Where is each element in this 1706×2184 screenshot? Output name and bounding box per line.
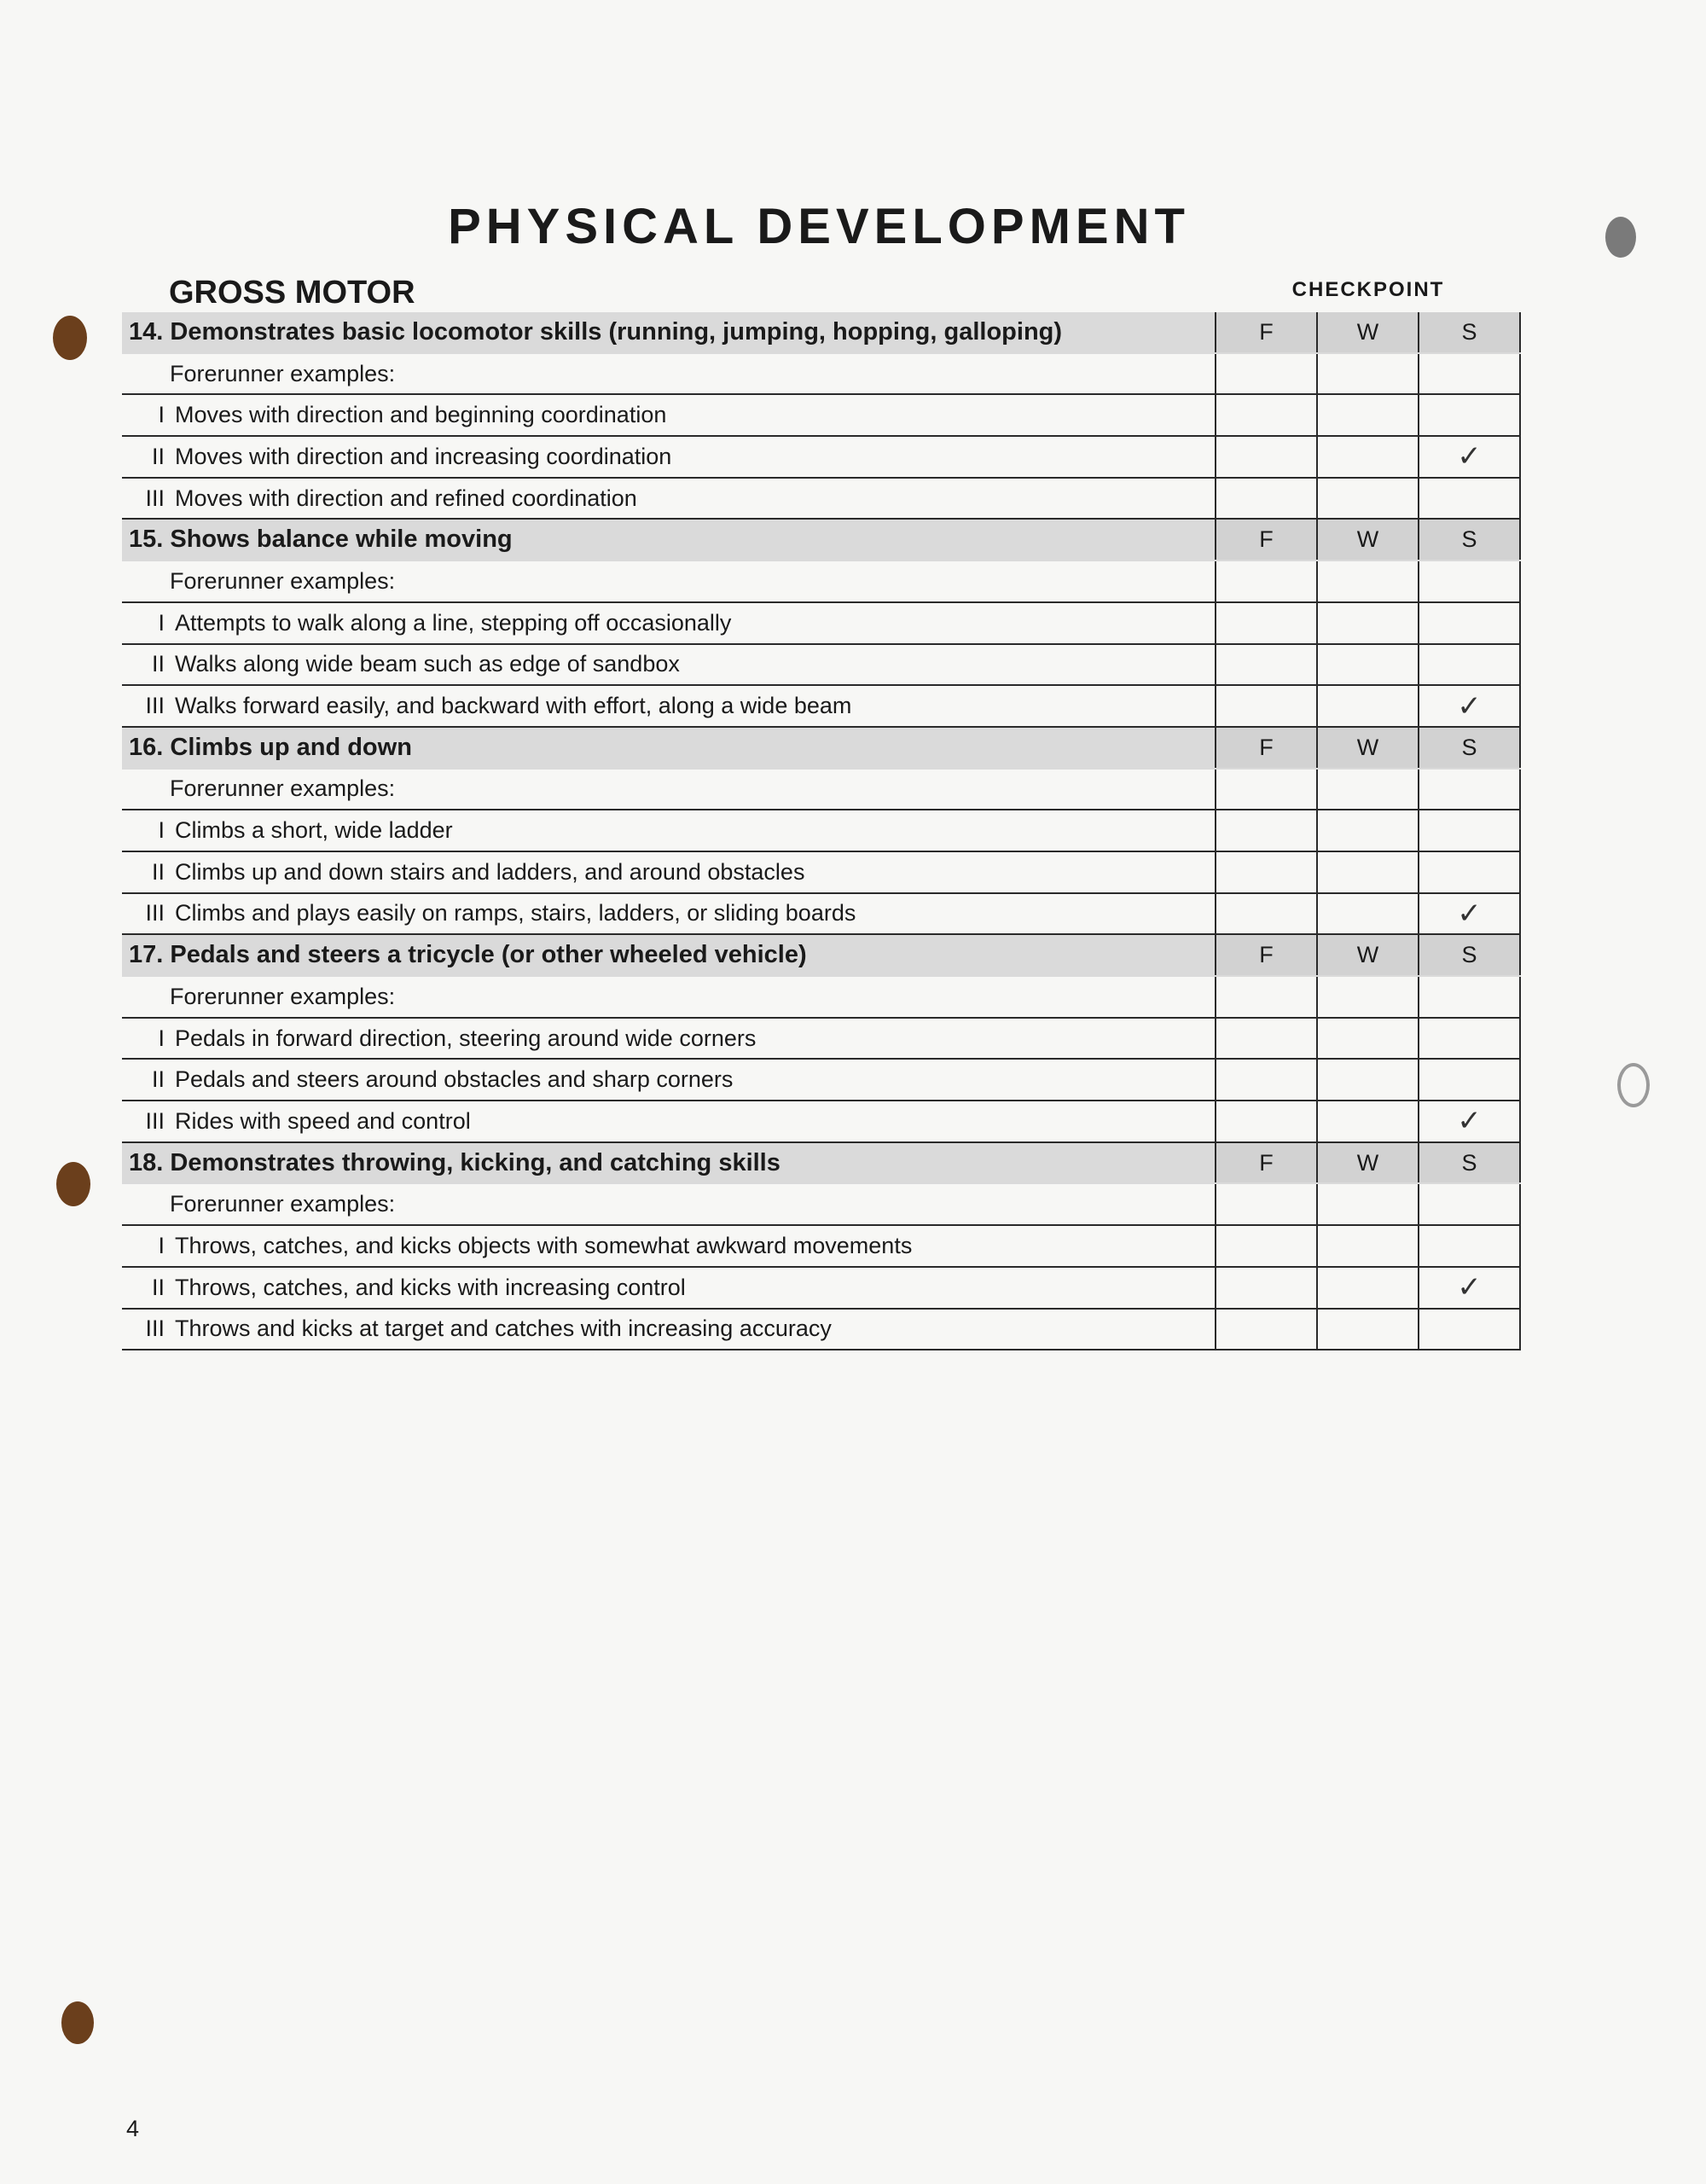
skill-heading-row — [122, 312, 1521, 354]
checkpoint-cells — [1215, 645, 1521, 685]
example-text: Pedals and steers around obstacles and sharp corners — [175, 1066, 734, 1093]
checkpoint-cell-spring[interactable] — [1418, 852, 1521, 892]
checkpoint-cells — [1215, 479, 1521, 519]
checkpoint-cells — [1215, 1184, 1521, 1224]
level-numeral: III — [145, 1107, 165, 1134]
example-text: Rides with speed and control — [175, 1107, 471, 1134]
checkpoint-cells — [1215, 1143, 1521, 1183]
checkpoint-cell-spring[interactable] — [1418, 354, 1521, 394]
example-text: Attempts to walk along a line, stepping off occasionally — [175, 609, 732, 636]
row-text — [122, 561, 1215, 601]
checkpoint-cell-fall[interactable] — [1215, 561, 1316, 601]
checkpoint-cell-fall[interactable] — [1215, 603, 1316, 643]
example-text: Forerunner examples: — [170, 775, 396, 802]
checkpoint-cell-fall[interactable] — [1215, 479, 1316, 519]
checkpoint-header-spring: S — [1418, 1143, 1521, 1183]
example-text: Climbs up and down stairs and ladders, and around obstacles — [175, 858, 805, 885]
checkpoint-cells — [1215, 1226, 1521, 1266]
row-text — [122, 686, 1215, 726]
row-text — [122, 645, 1215, 685]
checkpoint-cell-spring[interactable]: ✓ — [1418, 686, 1521, 726]
page-title: PHYSICAL DEVELOPMENT — [448, 199, 1190, 254]
checkpoint-cell-fall[interactable] — [1215, 852, 1316, 892]
checkpoint-header-winter: W — [1316, 728, 1418, 768]
checkpoint-cells — [1215, 728, 1521, 768]
checkpoint-cells — [1215, 1060, 1521, 1100]
checkpoint-cells — [1215, 1019, 1521, 1059]
example-row — [122, 395, 1521, 437]
checkpoint-cells — [1215, 810, 1521, 851]
level-numeral: II — [151, 1274, 165, 1300]
checkpoint-cell-fall[interactable] — [1215, 894, 1316, 934]
checkpoint-cell-winter[interactable] — [1316, 479, 1418, 519]
skill-title: 14. Demonstrates basic locomotor skills (running, jumping, hopping, galloping) — [129, 317, 1063, 346]
example-text: Forerunner examples: — [170, 567, 396, 594]
level-numeral: II — [151, 858, 165, 885]
checkpoint-header-winter: W — [1316, 520, 1418, 560]
checkpoint-cell-fall[interactable] — [1215, 1310, 1316, 1350]
example-text: Throws, catches, and kicks with increasing control — [175, 1274, 686, 1300]
row-text — [122, 354, 1215, 394]
row-text — [122, 1226, 1215, 1266]
checkpoint-cells — [1215, 354, 1521, 394]
example-row — [122, 603, 1521, 645]
example-text: Climbs and plays easily on ramps, stairs, ladders, or sliding boards — [175, 900, 856, 926]
example-row — [122, 686, 1521, 728]
binder-hole — [61, 2001, 94, 2044]
row-text — [122, 1019, 1215, 1059]
row-text — [122, 728, 1215, 768]
checkpoint-cell-fall[interactable] — [1215, 1184, 1316, 1224]
checkpoint-header-fall: F — [1215, 520, 1316, 560]
example-text: Forerunner examples: — [170, 983, 396, 1009]
row-text — [122, 894, 1215, 934]
checkpoint-cell-spring[interactable] — [1418, 810, 1521, 851]
level-numeral: I — [158, 1232, 165, 1258]
checkpoint-cell-spring[interactable] — [1418, 645, 1521, 685]
checkpoint-cell-spring[interactable]: ✓ — [1418, 1101, 1521, 1141]
example-text: Pedals in forward direction, steering around wide corners — [175, 1025, 757, 1051]
example-text: Moves with direction and increasing coordination — [175, 443, 672, 469]
checkpoint-cell-spring[interactable] — [1418, 1310, 1521, 1350]
binder-hole — [1617, 1063, 1650, 1107]
checkpoint-header-spring: S — [1418, 520, 1521, 560]
level-numeral: II — [151, 1066, 165, 1093]
checkpoint-cell-fall[interactable] — [1215, 810, 1316, 851]
checkpoint-cell-fall[interactable] — [1215, 1226, 1316, 1266]
row-text — [122, 977, 1215, 1017]
checkpoint-header-winter: W — [1316, 312, 1418, 352]
skill-heading-row — [122, 520, 1521, 561]
checkpoint-cell-spring[interactable] — [1418, 395, 1521, 435]
binder-hole — [56, 1162, 90, 1206]
example-text: Walks along wide beam such as edge of sandbox — [175, 651, 680, 677]
checkpoint-cell-winter[interactable] — [1316, 1101, 1418, 1141]
row-text — [122, 1310, 1215, 1350]
row-text — [122, 1268, 1215, 1308]
row-text — [122, 479, 1215, 519]
checkpoint-cell-spring[interactable]: ✓ — [1418, 437, 1521, 477]
checkpoint-cells — [1215, 852, 1521, 892]
checkpoint-cell-winter[interactable] — [1316, 1310, 1418, 1350]
checkpoint-cell-winter[interactable] — [1316, 852, 1418, 892]
level-numeral: III — [145, 485, 165, 511]
checkpoint-cell-fall[interactable] — [1215, 1060, 1316, 1100]
examples-intro-row — [122, 1184, 1521, 1226]
checkpoint-cells — [1215, 1101, 1521, 1141]
section-heading: GROSS MOTOR — [169, 275, 415, 311]
checkpoint-cell-spring[interactable]: ✓ — [1418, 1268, 1521, 1308]
level-numeral: III — [145, 900, 165, 926]
checkpoint-cell-fall[interactable] — [1215, 437, 1316, 477]
checkpoint-cell-spring[interactable] — [1418, 1019, 1521, 1059]
examples-intro-row — [122, 770, 1521, 811]
row-text — [122, 312, 1215, 352]
row-text — [122, 1101, 1215, 1141]
example-text: Walks forward easily, and backward with effort, along a wide beam — [175, 693, 852, 719]
example-row — [122, 437, 1521, 479]
level-numeral: II — [151, 443, 165, 469]
checkpoint-header-winter: W — [1316, 1143, 1418, 1183]
row-text — [122, 770, 1215, 810]
checkpoint-cells — [1215, 1268, 1521, 1308]
level-numeral: I — [158, 402, 165, 428]
level-numeral: II — [151, 651, 165, 677]
example-row — [122, 1226, 1521, 1268]
row-text — [122, 852, 1215, 892]
example-text: Throws, catches, and kicks objects with somewhat awkward movements — [175, 1232, 913, 1258]
example-row — [122, 894, 1521, 936]
checkpoint-cells — [1215, 520, 1521, 560]
checkpoint-cells — [1215, 977, 1521, 1017]
checkpoint-cell-fall[interactable] — [1215, 1101, 1316, 1141]
example-row — [122, 852, 1521, 894]
example-text: Moves with direction and beginning coordination — [175, 402, 667, 428]
level-numeral: I — [158, 817, 165, 844]
checkpoint-cells — [1215, 312, 1521, 352]
example-text: Climbs a short, wide ladder — [175, 817, 453, 844]
checkpoint-cell-spring[interactable] — [1418, 561, 1521, 601]
checkpoint-cell-winter[interactable] — [1316, 977, 1418, 1017]
checkpoint-cell-fall[interactable] — [1215, 1268, 1316, 1308]
checkpoint-cell-fall[interactable] — [1215, 770, 1316, 810]
example-row — [122, 645, 1521, 687]
row-text — [122, 395, 1215, 435]
checkpoint-cell-fall[interactable] — [1215, 977, 1316, 1017]
checkpoint-cells — [1215, 603, 1521, 643]
checkpoint-header-fall: F — [1215, 935, 1316, 975]
row-text — [122, 1060, 1215, 1100]
example-row — [122, 810, 1521, 852]
checkpoint-cells — [1215, 395, 1521, 435]
checkpoint-cell-fall[interactable] — [1215, 645, 1316, 685]
skill-heading-row — [122, 935, 1521, 977]
checkpoint-header-spring: S — [1418, 728, 1521, 768]
skill-heading-row — [122, 1143, 1521, 1185]
checkpoint-cell-winter[interactable] — [1316, 1060, 1418, 1100]
skill-title: 15. Shows balance while moving — [129, 526, 513, 554]
skill-title: 18. Demonstrates throwing, kicking, and catching skills — [129, 1148, 780, 1176]
binder-hole — [53, 316, 87, 360]
checkpoint-cell-spring[interactable] — [1418, 479, 1521, 519]
checkpoint-cell-winter[interactable] — [1316, 1268, 1418, 1308]
row-text — [122, 520, 1215, 560]
checkpoint-header-fall: F — [1215, 312, 1316, 352]
checkpoint-cell-winter[interactable] — [1316, 354, 1418, 394]
checkpoint-header-fall: F — [1215, 1143, 1316, 1183]
examples-intro-row — [122, 977, 1521, 1019]
row-text — [122, 437, 1215, 477]
row-text — [122, 1184, 1215, 1224]
checkpoint-cell-winter[interactable] — [1316, 894, 1418, 934]
checkpoint-cell-winter[interactable] — [1316, 1184, 1418, 1224]
example-row — [122, 1060, 1521, 1101]
row-text — [122, 810, 1215, 851]
row-text — [122, 1143, 1215, 1183]
checkpoint-cell-winter[interactable] — [1316, 1019, 1418, 1059]
checkpoint-cell-winter[interactable] — [1316, 770, 1418, 810]
checkpoint-cell-winter[interactable] — [1316, 561, 1418, 601]
skill-heading-row — [122, 728, 1521, 770]
checkpoint-header-fall: F — [1215, 728, 1316, 768]
example-text: Moves with direction and refined coordination — [175, 485, 637, 511]
checkpoint-cell-spring[interactable] — [1418, 1226, 1521, 1266]
checkpoint-cell-winter[interactable] — [1316, 437, 1418, 477]
checkpoint-header-winter: W — [1316, 935, 1418, 975]
checkpoint-cell-winter[interactable] — [1316, 395, 1418, 435]
example-row — [122, 1101, 1521, 1143]
checkpoint-cell-spring[interactable] — [1418, 1184, 1521, 1224]
skill-title: 16. Climbs up and down — [129, 733, 412, 761]
checkpoint-header-spring: S — [1418, 312, 1521, 352]
page-number: 4 — [126, 2116, 140, 2141]
example-text: Forerunner examples: — [170, 360, 396, 386]
checkpoint-cell-winter[interactable] — [1316, 603, 1418, 643]
example-text: Throws and kicks at target and catches with increasing accuracy — [175, 1316, 832, 1342]
checkpoint-cells — [1215, 935, 1521, 975]
examples-intro-row — [122, 354, 1521, 396]
checkpoint-cell-winter[interactable] — [1316, 810, 1418, 851]
checkpoint-cell-spring[interactable] — [1418, 603, 1521, 643]
checkpoint-header-spring: S — [1418, 935, 1521, 975]
checkpoint-cells — [1215, 686, 1521, 726]
checkpoint-cell-fall[interactable] — [1215, 686, 1316, 726]
checkpoint-cell-winter[interactable] — [1316, 1226, 1418, 1266]
checkpoint-cell-fall[interactable] — [1215, 1019, 1316, 1059]
checkpoint-cell-fall[interactable] — [1215, 354, 1316, 394]
level-numeral: I — [158, 1025, 165, 1051]
skill-title: 17. Pedals and steers a tricycle (or other wheeled vehicle) — [129, 941, 807, 969]
checkpoint-cell-spring[interactable] — [1418, 770, 1521, 810]
checkpoint-cells — [1215, 437, 1521, 477]
level-numeral: I — [158, 609, 165, 636]
checkpoint-header: CHECKPOINT — [1291, 278, 1445, 301]
level-numeral: III — [145, 1316, 165, 1342]
example-text: Forerunner examples: — [170, 1191, 396, 1217]
checkpoint-cell-spring[interactable] — [1418, 1060, 1521, 1100]
checkpoint-cells — [1215, 1310, 1521, 1350]
checkpoint-cell-spring[interactable] — [1418, 977, 1521, 1017]
checkpoint-cell-fall[interactable] — [1215, 395, 1316, 435]
example-row — [122, 1019, 1521, 1060]
checkpoint-cell-winter[interactable] — [1316, 645, 1418, 685]
checkpoint-cell-spring[interactable]: ✓ — [1418, 894, 1521, 934]
checkpoint-cells — [1215, 770, 1521, 810]
row-text — [122, 603, 1215, 643]
example-row — [122, 479, 1521, 520]
checkpoint-cells — [1215, 561, 1521, 601]
example-row — [122, 1310, 1521, 1351]
example-row — [122, 1268, 1521, 1310]
row-text — [122, 935, 1215, 975]
assessment-table — [122, 312, 1521, 1350]
examples-intro-row — [122, 561, 1521, 603]
checkpoint-cell-winter[interactable] — [1316, 686, 1418, 726]
level-numeral: III — [145, 693, 165, 719]
checkpoint-cells — [1215, 894, 1521, 934]
